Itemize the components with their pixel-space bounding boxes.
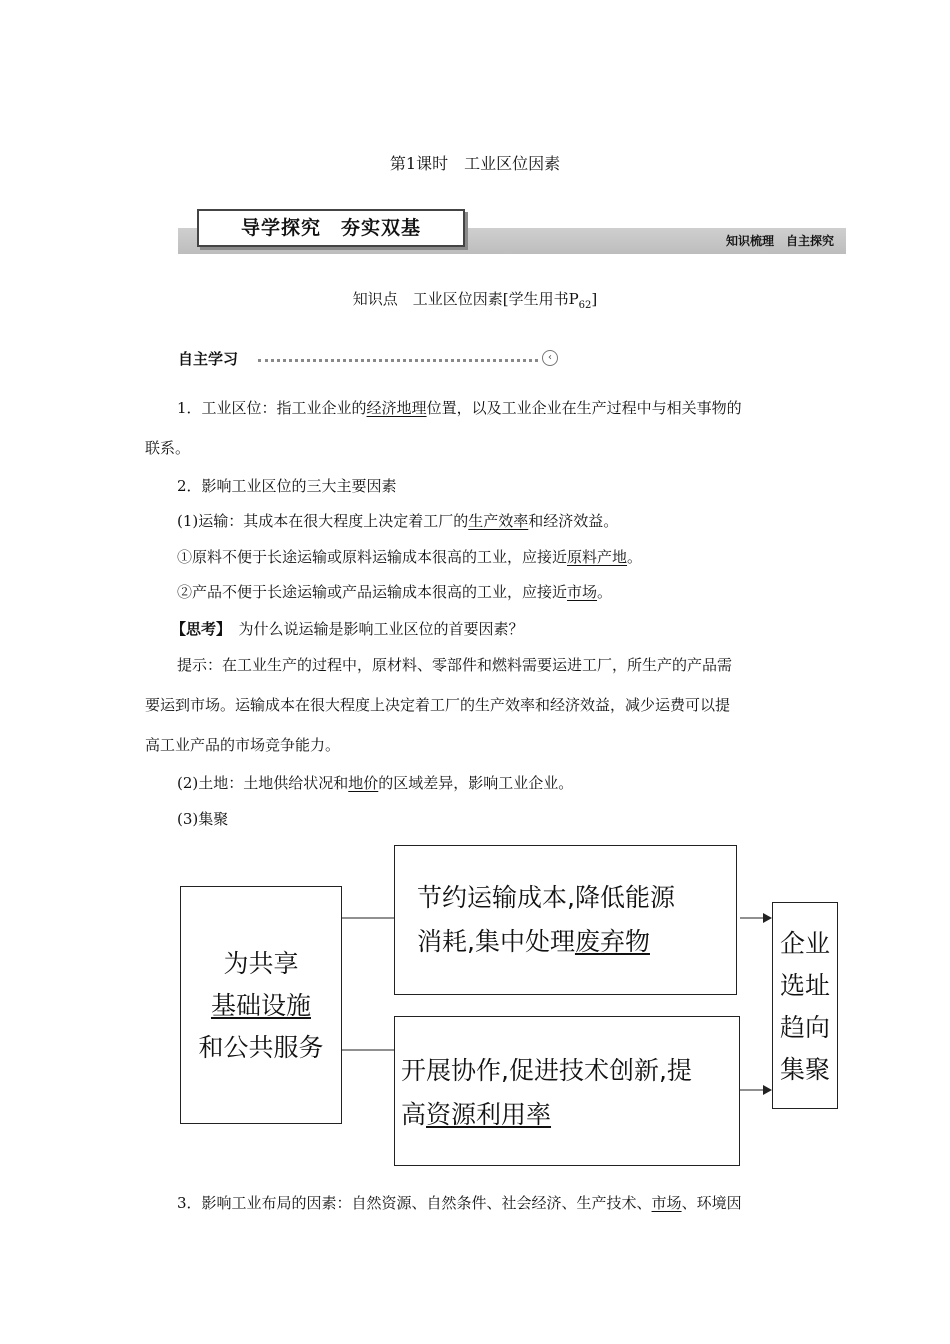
banner-subtitle: 知识梳理 自主探究 xyxy=(725,234,834,248)
paragraph-4: ①原料不便于长途运输或原料运输成本很高的工业，应接近原料产地。 xyxy=(177,548,643,566)
diagram-right-box: 企业 选址 趋向 集聚 xyxy=(772,902,838,1109)
hint-line-2: 要运到市场。运输成本在很大程度上决定着工厂的生产效率和经济效益，减少运费可以提 xyxy=(145,696,731,714)
diagram-left-box: 为共享 基础设施 和公共服务 xyxy=(180,886,342,1124)
hint-line-3: 高工业产品的市场竞争能力。 xyxy=(145,736,341,754)
chevron-left-icon: ‹ xyxy=(542,350,558,366)
paragraph-3: (1)运输：其成本在很大程度上决定着工厂的生产效率和经济效益。 xyxy=(177,512,619,530)
underlined-answer: 地价 xyxy=(348,774,379,792)
paragraph-2: 2．影响工业区位的三大主要因素 xyxy=(177,477,397,495)
paragraph-8: 3．影响工业布局的因素：自然资源、自然条件、社会经济、生产技术、市场、环境因 xyxy=(177,1194,742,1212)
diagram-bottom-box: 开展协作,促进技术创新,提 高资源利用率 xyxy=(394,1016,740,1166)
underlined-answer: 经济地理 xyxy=(366,399,427,417)
paragraph-5: ②产品不便于长途运输或产品运输成本很高的工业，应接近市场。 xyxy=(177,583,613,601)
section-label: 自主学习 xyxy=(178,350,239,368)
banner-title: 导学探究 夯实双基 xyxy=(240,217,421,239)
think-question: 【思考】 为什么说运输是影响工业区位的首要因素？ xyxy=(171,620,524,638)
paragraph-7: (3)集聚 xyxy=(177,810,229,828)
underlined-answer: 生产效率 xyxy=(468,512,529,530)
underlined-answer: 市场 xyxy=(567,583,598,601)
paragraph-1: 1．工业区位：指工业企业的经济地理位置，以及工业企业在生产过程中与相关事物的 xyxy=(177,399,742,417)
diagram-top-box: 节约运输成本,降低能源 消耗,集中处理废弃物 xyxy=(394,845,737,995)
paragraph-1-cont: 联系。 xyxy=(145,439,191,457)
underlined-answer: 原料产地 xyxy=(567,548,628,566)
underlined-answer: 市场 xyxy=(651,1194,682,1212)
lesson-title: 第1课时 工业区位因素 xyxy=(389,154,561,173)
hint-line-1: 提示：在工业生产的过程中，原材料、零部件和燃料需要运进工厂，所生产的产品需 xyxy=(177,656,733,674)
paragraph-6: (2)土地：土地供给状况和地价的区域差异，影响工业企业。 xyxy=(177,774,574,792)
knowledge-point-heading: 知识点 工业区位因素[学生用书$P_{62}$] xyxy=(352,290,598,311)
